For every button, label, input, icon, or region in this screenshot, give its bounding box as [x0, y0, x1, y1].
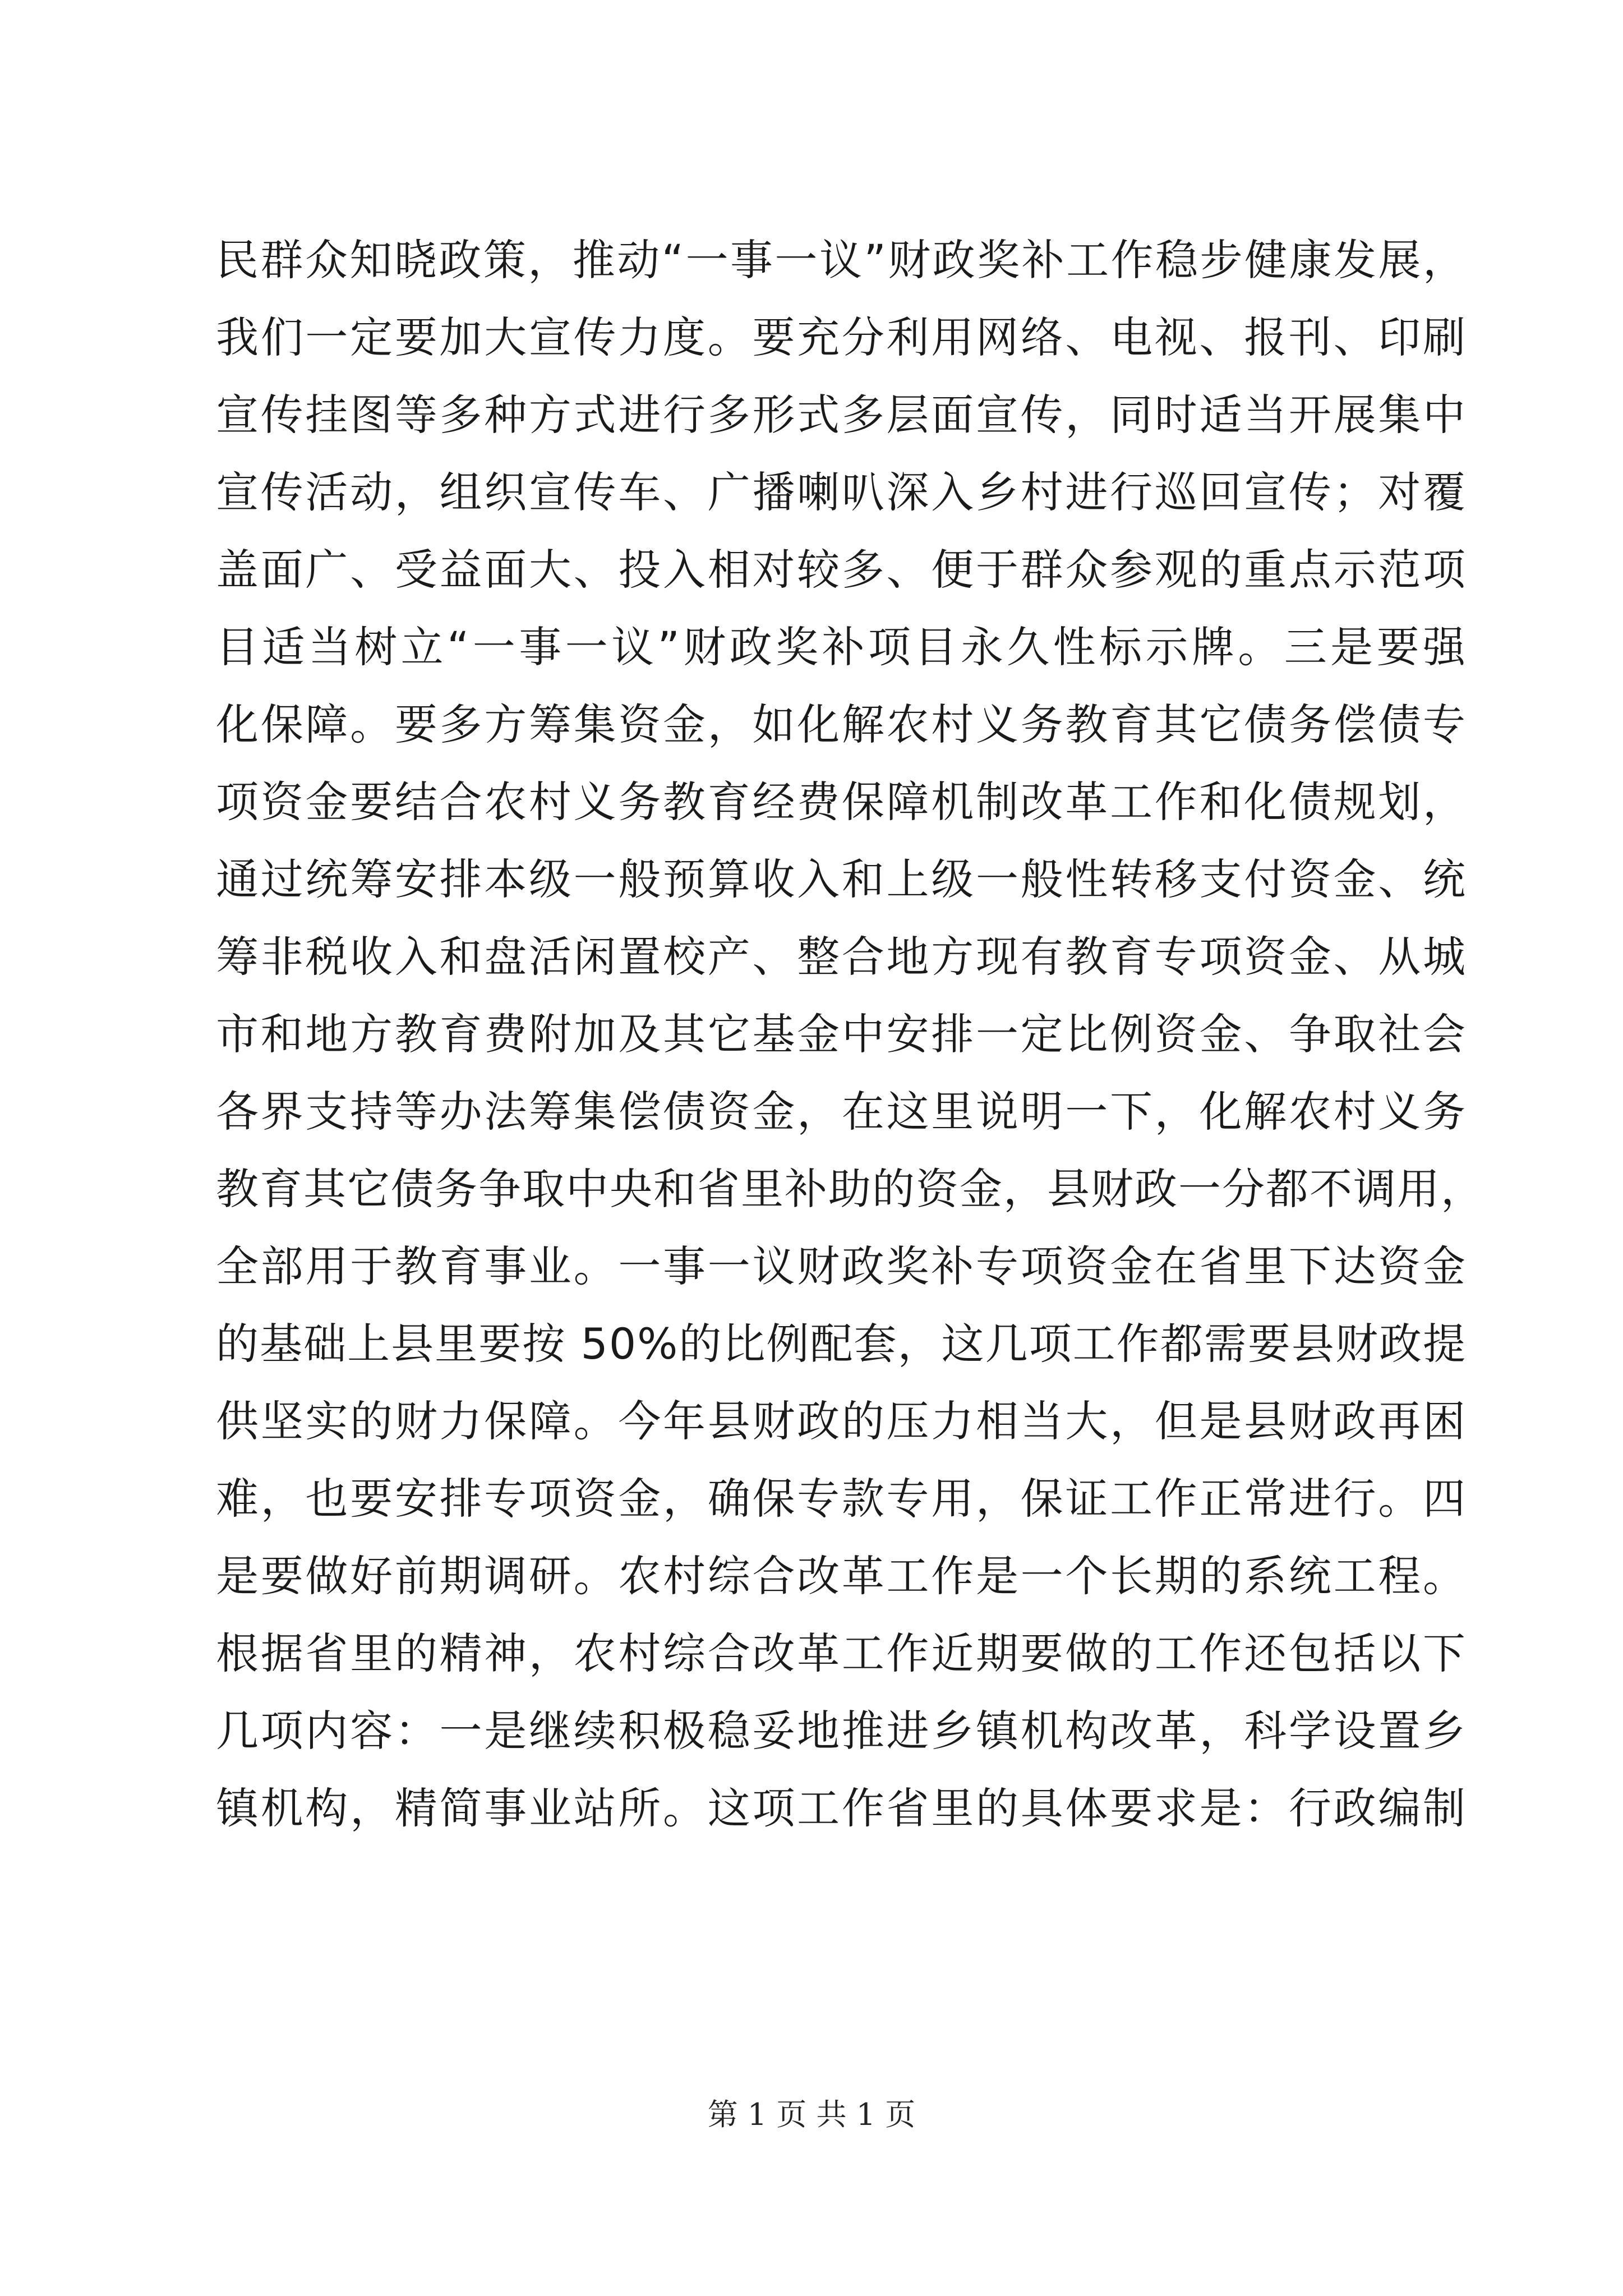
text-line: 是要做好前期调研。农村综合改革工作是一个长期的系统工程。: [216, 1551, 1467, 1601]
page-footer: [0, 2095, 1623, 2134]
text-line: 民群众知晓政策，推动“一事一议”财政奖补工作稳步健康发展，: [216, 235, 1467, 285]
text-line: 盖面广、受益面大、投入相对较多、便于群众参观的重点示范项: [216, 545, 1467, 595]
text-line: 教育其它债务争取中央和省里补助的资金，县财政一分都不调用，: [216, 1164, 1484, 1214]
text-line: 镇机构，精简事业站所。这项工作省里的具体要求是：行政编制: [216, 1783, 1467, 1833]
text-line: 全部用于教育事业。一事一议财政奖补专项资金在省里下达资金: [216, 1241, 1467, 1291]
text-line: 宣传挂图等多种方式进行多形式多层面宣传，同时适当开展集中: [216, 390, 1467, 440]
text-line: 几项内容：一是继续积极稳妥地推进乡镇机构改革，科学设置乡: [216, 1706, 1467, 1756]
body-text: [216, 222, 1484, 1847]
text-line: 市和地方教育费附加及其它基金中安排一定比例资金、争取社会: [216, 1009, 1467, 1059]
text-line: 我们一定要加大宣传力度。要充分利用网络、电视、报刊、印刷: [216, 312, 1467, 362]
text-line: 的基础上县里要按 50%的比例配套，这几项工作都需要县财政提: [216, 1319, 1467, 1369]
text-line: 供坚实的财力保障。今年县财政的压力相当大，但是县财政再困: [216, 1396, 1467, 1446]
text-line: 化保障。要多方筹集资金，如化解农村义务教育其它债务偿债专: [216, 700, 1467, 749]
text-line: 各界支持等办法筹集偿债资金，在这里说明一下，化解农村义务: [216, 1087, 1467, 1137]
text-line: 根据省里的精神，农村综合改革工作近期要做的工作还包括以下: [216, 1628, 1467, 1678]
text-line: 难，也要安排专项资金，确保专款专用，保证工作正常进行。四: [216, 1474, 1467, 1524]
page-number-label: 第 1 页 共 1 页: [707, 2097, 916, 2132]
text-line: 筹非税收入和盘活闲置校产、整合地方现有教育专项资金、从城: [216, 932, 1467, 982]
text-line: 宣传活动，组织宣传车、广播喇叭深入乡村进行巡回宣传；对覆: [216, 467, 1467, 517]
text-line: 通过统筹安排本级一般预算收入和上级一般性转移支付资金、统: [216, 854, 1467, 904]
text-line: 目适当树立“一事一议”财政奖补项目永久性标示牌。三是要强: [216, 622, 1467, 672]
text-line: 项资金要结合农村义务教育经费保障机制改革工作和化债规划，: [216, 777, 1467, 827]
